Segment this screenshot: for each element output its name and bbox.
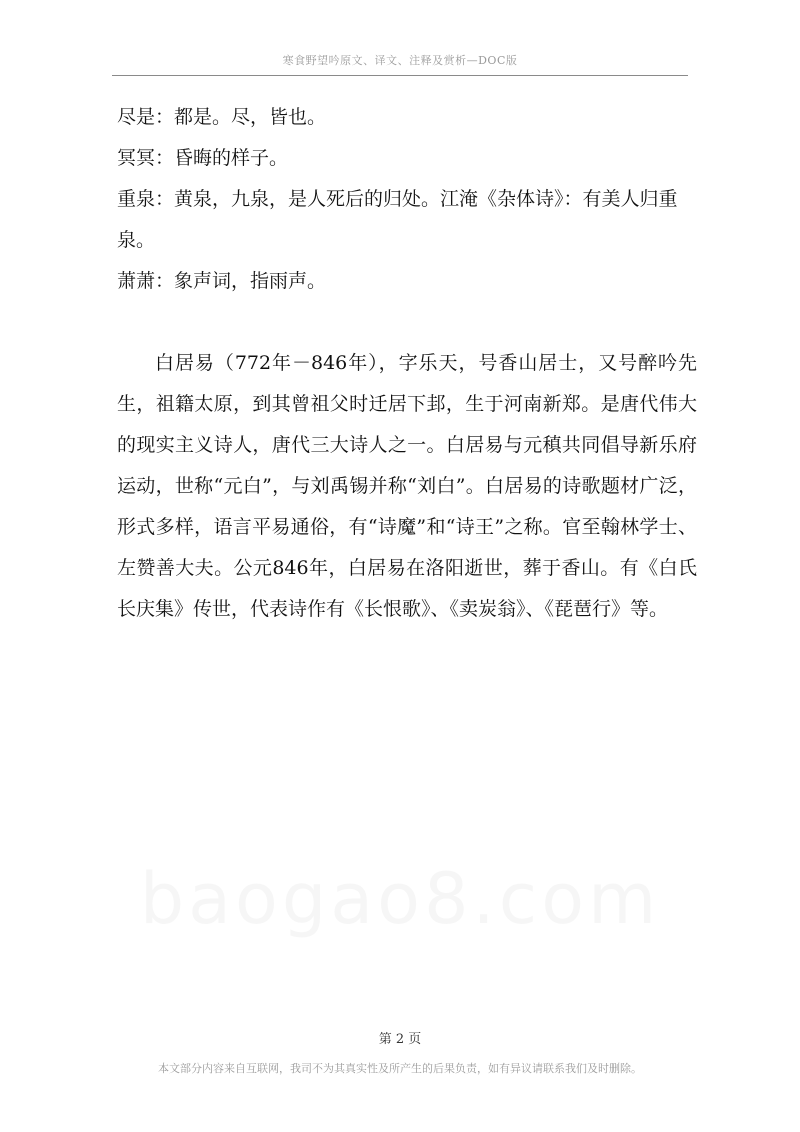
note-xiaoxiao: 萧萧：象声词，指雨声。 [117,270,327,292]
author-biography: 白居易（772年－846年），字乐天，号香山居士，又号醉吟先生，祖籍太原，到其曾祖父时迁居下邽，生于河南新郑。是唐代伟大的现实主义诗人，唐代三大诗人之一。白居易与元稹共同倡导新乐府运动，世称“元白”，与刘禹锡并称“刘白”。白居易的诗歌题材广泛，形式多样，语言平易通俗，有“诗魔”和“诗王”之称。官至翰林学士、左赞善大夫。公元846年，白居易在洛阳逝世，葬于香山。有《白氏长庆集》传世，代表诗作有《长恨歌》、《卖炭翁》、《琵琶行》等。 [117,352,697,620]
document-body [117,97,697,630]
watermark [0,858,800,940]
note-mingming: 冥冥：昏晦的样子。 [117,147,289,169]
note-jinshi: 尽是：都是。尽，皆也。 [117,106,327,128]
header-divider [112,75,688,76]
note-chongquan: 重泉：黄泉，九泉，是人死后的归处。江淹《杂体诗》：有美人归重泉。 [117,188,678,251]
page-header: 寒食野望吟原文、译文、注释及赏析—DOC版 [282,54,518,67]
page-number: 第 2 页 [378,1032,422,1047]
footer-disclaimer: 本文部分内容来自互联网，我司不为其真实性及所产生的后果负责，如有异议请联系我们及时删除。 [158,1062,642,1075]
paragraph-spacer [117,302,697,343]
